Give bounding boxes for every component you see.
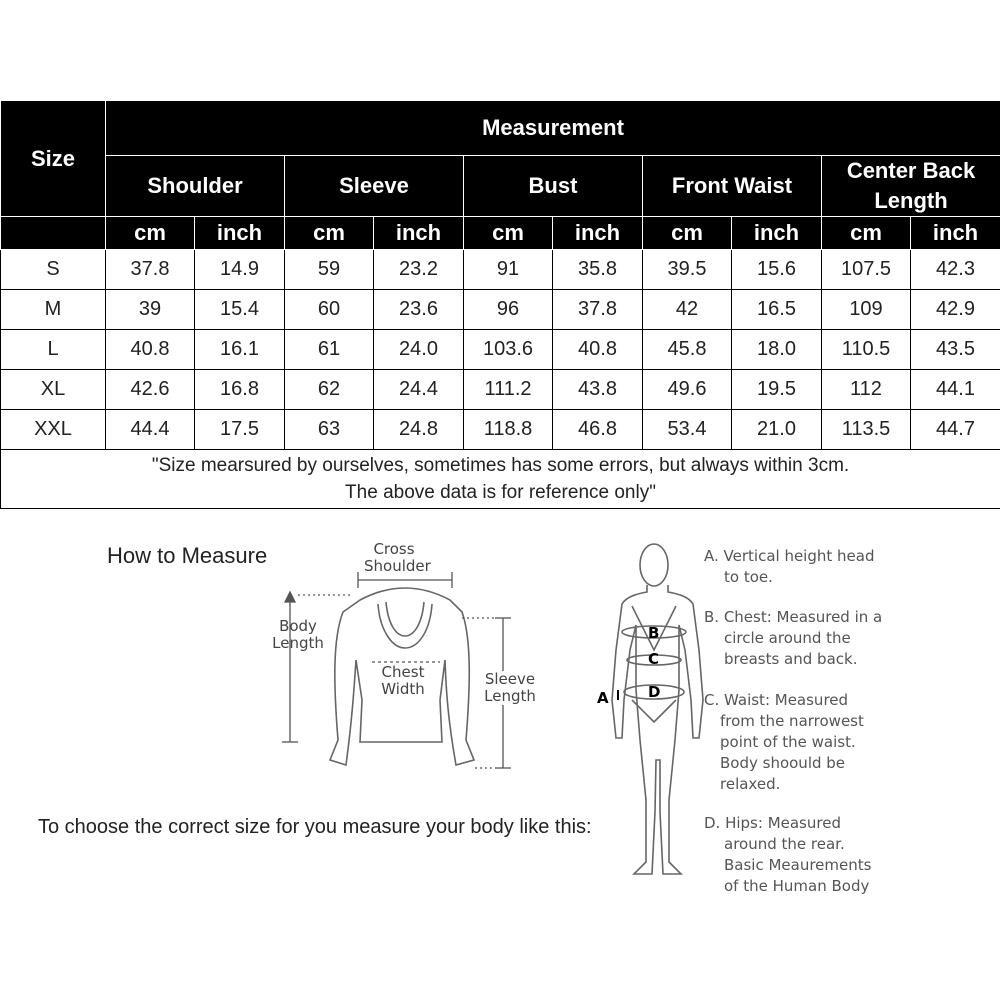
how-to-measure-title: How to Measure xyxy=(107,543,268,568)
body-illustration xyxy=(612,544,703,874)
size-cell: S xyxy=(1,250,106,290)
value-cell: 42.3 xyxy=(911,250,1000,290)
cross-shoulder-label: Cross Shoulder xyxy=(364,540,431,575)
value-cell: 16.1 xyxy=(195,330,285,370)
value-cell: 44.1 xyxy=(911,370,1000,410)
value-cell: 42 xyxy=(643,290,732,330)
value-cell: 45.8 xyxy=(643,330,732,370)
reference-note-line-2: The above data is for reference only" xyxy=(345,482,656,503)
value-cell: 118.8 xyxy=(464,410,553,450)
value-cell: 62 xyxy=(285,370,374,410)
unit-header: cm xyxy=(822,217,911,250)
value-cell: 112 xyxy=(822,370,911,410)
unit-header: inch xyxy=(553,217,643,250)
description-d: D. Hips: Measured around the rear. Basic Meaurements of the Human Body xyxy=(704,814,872,895)
marker-b: B xyxy=(648,624,660,642)
measurement-header: Measurement xyxy=(106,101,1000,156)
value-cell: 46.8 xyxy=(553,410,643,450)
column-header-front-waist: Front Waist xyxy=(643,156,822,217)
value-cell: 110.5 xyxy=(822,330,911,370)
value-cell: 43.8 xyxy=(553,370,643,410)
value-cell: 103.6 xyxy=(464,330,553,370)
size-cell: XL xyxy=(1,370,106,410)
value-cell: 107.5 xyxy=(822,250,911,290)
value-cell: 23.6 xyxy=(374,290,464,330)
value-cell: 61 xyxy=(285,330,374,370)
value-cell: 24.4 xyxy=(374,370,464,410)
size-cell: L xyxy=(1,330,106,370)
value-cell: 39.5 xyxy=(643,250,732,290)
value-cell: 42.6 xyxy=(106,370,195,410)
value-cell: 109 xyxy=(822,290,911,330)
value-cell: 63 xyxy=(285,410,374,450)
description-b: B. Chest: Measured in a circle around the breasts and back. xyxy=(704,608,883,668)
value-cell: 21.0 xyxy=(732,410,822,450)
value-cell: 23.2 xyxy=(374,250,464,290)
value-cell: 14.9 xyxy=(195,250,285,290)
value-cell: 39 xyxy=(106,290,195,330)
value-cell: 15.4 xyxy=(195,290,285,330)
value-cell: 37.8 xyxy=(106,250,195,290)
value-cell: 59 xyxy=(285,250,374,290)
value-cell: 24.0 xyxy=(374,330,464,370)
value-cell: 43.5 xyxy=(911,330,1000,370)
value-cell: 60 xyxy=(285,290,374,330)
body-length-label: Body Length xyxy=(272,617,324,652)
description-a: A. Vertical height head to toe. xyxy=(704,547,875,586)
unit-header: cm xyxy=(285,217,374,250)
unit-header: inch xyxy=(911,217,1000,250)
column-header-shoulder: Shoulder xyxy=(106,156,285,217)
description-c: C. Waist: Measured from the narrowest point of the waist. Body shoould be relaxed. xyxy=(704,691,864,793)
size-cell: XXL xyxy=(1,410,106,450)
value-cell: 111.2 xyxy=(464,370,553,410)
marker-d: D xyxy=(648,683,661,701)
unit-header: inch xyxy=(732,217,822,250)
column-header-bust: Bust xyxy=(464,156,643,217)
value-cell: 113.5 xyxy=(822,410,911,450)
value-cell: 53.4 xyxy=(643,410,732,450)
value-cell: 44.4 xyxy=(106,410,195,450)
unit-header: inch xyxy=(374,217,464,250)
value-cell: 44.7 xyxy=(911,410,1000,450)
reference-note-line-1: "Size mearsured by ourselves, sometimes has some errors, but always within 3cm. xyxy=(151,455,850,476)
value-cell: 16.5 xyxy=(732,290,822,330)
value-cell: 18.0 xyxy=(732,330,822,370)
column-header-center-back-length: Center Back Length xyxy=(822,156,1000,217)
size-cell: M xyxy=(1,290,106,330)
value-cell: 96 xyxy=(464,290,553,330)
marker-c: C xyxy=(648,650,660,668)
value-cell: 91 xyxy=(464,250,553,290)
value-cell: 19.5 xyxy=(732,370,822,410)
marker-a: A xyxy=(597,689,609,707)
unit-header: inch xyxy=(195,217,285,250)
value-cell: 40.8 xyxy=(553,330,643,370)
sleeve-length-label: Sleeve Length xyxy=(480,671,540,705)
value-cell: 16.8 xyxy=(195,370,285,410)
value-cell: 17.5 xyxy=(195,410,285,450)
value-cell: 37.8 xyxy=(553,290,643,330)
unit-header: cm xyxy=(643,217,732,250)
value-cell: 24.8 xyxy=(374,410,464,450)
chest-width-label: Chest Width xyxy=(373,664,433,698)
value-cell: 49.6 xyxy=(643,370,732,410)
value-cell: 40.8 xyxy=(106,330,195,370)
value-cell: 15.6 xyxy=(732,250,822,290)
unit-header: cm xyxy=(106,217,195,250)
value-cell: 35.8 xyxy=(553,250,643,290)
size-header: Size xyxy=(1,101,106,217)
value-cell: 42.9 xyxy=(911,290,1000,330)
unit-header: cm xyxy=(464,217,553,250)
column-header-sleeve: Sleeve xyxy=(285,156,464,217)
choose-size-instruction: To choose the correct size for you measure your body like this: xyxy=(38,816,592,838)
